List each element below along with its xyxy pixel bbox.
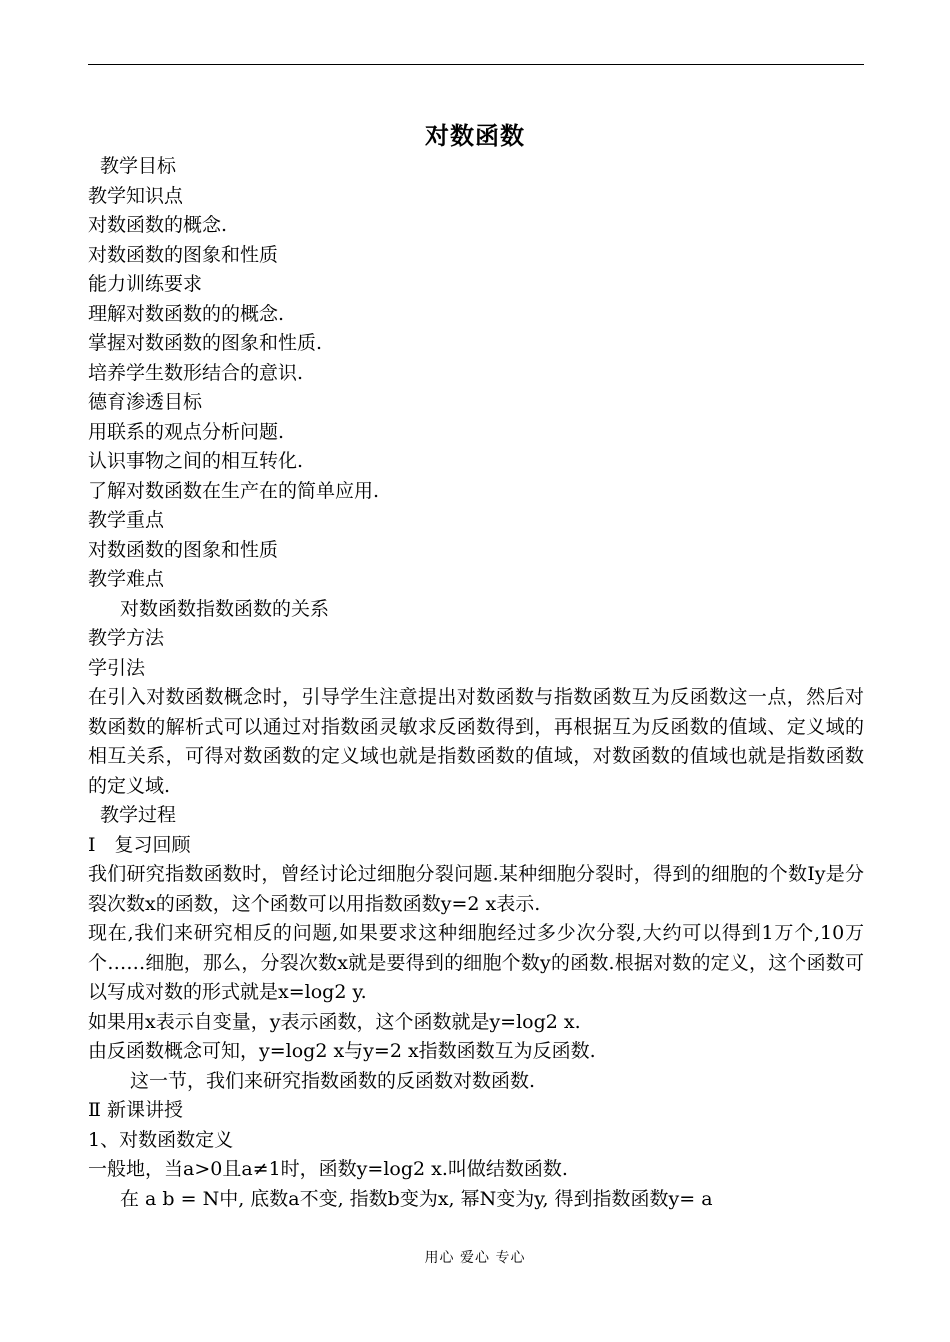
text-line: 学引法 (88, 656, 146, 679)
paragraph-method: 在引入对数函数概念时，引导学生注意提出对数函数与指数函数互为反函数这一点，然后对数函数的解析式可以通过对指数函灵敏求反函数得到，再根据互为反函数的值域、定义域的相互关系，可得对数函数的定义域也就是指数函数的值域，对数函数的值域也就是指数函数的定义域. (88, 686, 864, 797)
subheading-moral-goals: 德育渗透目标 (88, 391, 203, 413)
subheading-teaching-method: 教学方法 (88, 627, 165, 649)
text-line: 了解对数函数在生产在的简单应用. (88, 479, 380, 502)
text-line: 对数函数指数函数的关系 (120, 597, 330, 620)
document-title: 对数函数 (425, 122, 525, 150)
section-heading-teaching-goals: 教学目标 (100, 155, 177, 177)
paragraph-inverse-problem: 现在,我们来研究相反的问题,如果要求这种细胞经过多少次分裂,大约可以得到1万个,10万个……细胞，那么，分裂次数x就是要得到的细胞个数y的函数.根据对数的定义，这个函数可以写成对数的形式就是x=log2 y. (88, 922, 864, 1003)
text-line: 由反函数概念可知，y=log2 x与y=2 x指数函数互为反函数. (88, 1040, 596, 1062)
text-line: 用联系的观点分析问题. (88, 420, 285, 443)
subheading-key-points: 教学重点 (88, 509, 165, 531)
page-footer: 用心 爱心 专心 (424, 1250, 526, 1266)
text-line: 如果用x表示自变量，y表示函数，这个函数就是y=log2 x. (88, 1010, 581, 1033)
text-line: 在 a b = N中, 底数a不变, 指数b变为x, 幂N变为y, 得到指数函数y= a (120, 1187, 713, 1210)
header-rule (88, 64, 864, 65)
section-heading-teaching-process: 教学过程 (100, 804, 177, 826)
text-line: 对数函数的概念. (88, 214, 228, 236)
text-line: 培养学生数形结合的意识. (88, 361, 304, 384)
subheading-review: Ⅰ 复习回顾 (88, 833, 191, 856)
subheading-new-lesson: Ⅱ 新课讲授 (88, 1099, 183, 1121)
text-line: 理解对数函数的的概念. (88, 302, 285, 325)
text-line: 一般地，当a>0且a≠1时，函数y=log2 x.叫做结数函数. (88, 1158, 568, 1180)
text-line: 掌握对数函数的图象和性质. (88, 332, 323, 354)
text-line: 认识事物之间的相互转化. (88, 450, 304, 472)
text-line: 对数函数的图象和性质 (88, 538, 279, 561)
subheading-knowledge-points: 教学知识点 (88, 184, 184, 207)
subheading-difficulties: 教学难点 (88, 568, 165, 590)
subheading-definition: 1、对数函数定义 (88, 1128, 234, 1151)
text-line: 对数函数的图象和性质 (88, 243, 279, 266)
document-body (88, 152, 864, 1214)
paragraph-review: 我们研究指数函数时，曾经讨论过细胞分裂问题.某种细胞分裂时，得到的细胞的个数Iy是分裂次数x的函数，这个函数可以用指数函数y=2 x表示. (88, 863, 864, 915)
text-line: 这一节，我们来研究指数函数的反函数对数函数. (130, 1069, 536, 1092)
subheading-ability-requirements: 能力训练要求 (88, 273, 203, 295)
